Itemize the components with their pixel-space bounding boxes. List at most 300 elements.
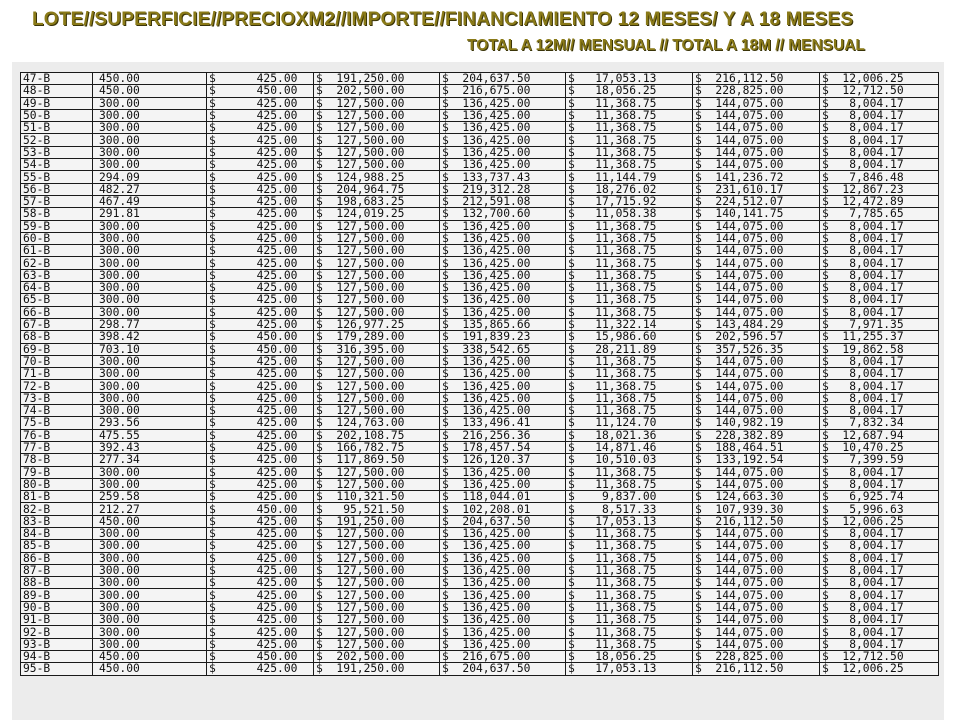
mensual-18m-cell: $ 7,846.48 [820,171,939,183]
importe-cell: $ 166,782.75 [314,441,440,453]
lote-cell: 53-B [21,146,93,158]
total-18m-cell: $ 357,526.35 [693,343,820,355]
precio-m2-cell: $ 425.00 [207,380,314,392]
superficie-cell: 300.00 [93,282,207,294]
mensual-18m-cell: $ 8,004.17 [820,466,939,478]
total-18m-cell: $ 188,464.51 [693,441,820,453]
total-18m-cell: $ 144,075.00 [693,601,820,613]
importe-cell: $ 127,500.00 [314,478,440,490]
mensual-18m-cell: $ 8,004.17 [820,564,939,576]
mensual-12m-cell: $ 11,368.75 [566,220,693,232]
mensual-12m-cell: $ 15,986.60 [566,331,693,343]
mensual-12m-cell: $ 14,871.46 [566,441,693,453]
total-18m-cell: $ 216,112.50 [693,73,820,85]
precio-m2-cell: $ 425.00 [207,134,314,146]
total-18m-cell: $ 224,512.07 [693,195,820,207]
superficie-cell: 300.00 [93,527,207,539]
mensual-12m-cell: $ 11,368.75 [566,564,693,576]
total-12m-cell: $ 338,542.65 [440,343,566,355]
table-row [21,626,939,638]
importe-cell: $ 127,500.00 [314,232,440,244]
mensual-18m-cell: $ 12,687.94 [820,429,939,441]
precio-m2-cell: $ 425.00 [207,564,314,576]
total-12m-cell: $ 136,425.00 [440,368,566,380]
superficie-cell: 300.00 [93,478,207,490]
lote-cell: 78-B [21,454,93,466]
mensual-18m-cell: $ 8,004.17 [820,614,939,626]
lote-cell: 59-B [21,220,93,232]
precio-m2-cell: $ 450.00 [207,343,314,355]
total-12m-cell: $ 118,044.01 [440,491,566,503]
table-row [21,73,939,85]
lote-cell: 93-B [21,638,93,650]
table-row [21,257,939,269]
lote-cell: 70-B [21,355,93,367]
lote-cell: 67-B [21,318,93,330]
importe-cell: $ 127,500.00 [314,626,440,638]
lote-cell: 80-B [21,478,93,490]
importe-cell: $ 179,289.00 [314,331,440,343]
total-18m-cell: $ 144,075.00 [693,478,820,490]
superficie-cell: 300.00 [93,380,207,392]
superficie-cell: 467.49 [93,195,207,207]
total-18m-cell: $ 144,075.00 [693,405,820,417]
total-12m-cell: $ 204,637.50 [440,73,566,85]
superficie-cell: 291.81 [93,208,207,220]
importe-cell: $ 127,500.00 [314,614,440,626]
importe-cell: $ 127,500.00 [314,405,440,417]
importe-cell: $ 127,500.00 [314,122,440,134]
superficie-cell: 450.00 [93,650,207,662]
table-body [21,73,939,676]
mensual-18m-cell: $ 8,004.17 [820,527,939,539]
table-row [21,171,939,183]
lote-cell: 95-B [21,663,93,675]
mensual-18m-cell: $ 8,004.17 [820,589,939,601]
mensual-18m-cell: $ 12,006.25 [820,73,939,85]
mensual-12m-cell: $ 11,368.75 [566,257,693,269]
table-row [21,601,939,613]
superficie-cell: 300.00 [93,269,207,281]
superficie-cell: 300.00 [93,392,207,404]
total-18m-cell: $ 216,112.50 [693,663,820,675]
precio-m2-cell: $ 425.00 [207,515,314,527]
lote-cell: 56-B [21,183,93,195]
table-row [21,183,939,195]
total-12m-cell: $ 136,425.00 [440,614,566,626]
mensual-18m-cell: $ 5,996.63 [820,503,939,515]
importe-cell: $ 191,250.00 [314,73,440,85]
total-18m-cell: $ 144,075.00 [693,540,820,552]
precio-m2-cell: $ 425.00 [207,257,314,269]
lote-cell: 77-B [21,441,93,453]
superficie-cell: 392.43 [93,441,207,453]
lote-cell: 64-B [21,282,93,294]
mensual-18m-cell: $ 8,004.17 [820,577,939,589]
table-row [21,392,939,404]
precio-m2-cell: $ 425.00 [207,220,314,232]
importe-cell: $ 124,763.00 [314,417,440,429]
table-row [21,552,939,564]
precio-m2-cell: $ 425.00 [207,97,314,109]
importe-cell: $ 124,988.25 [314,171,440,183]
mensual-18m-cell: $ 12,712.50 [820,85,939,97]
mensual-18m-cell: $ 8,004.17 [820,355,939,367]
precio-m2-cell: $ 425.00 [207,368,314,380]
superficie-cell: 300.00 [93,146,207,158]
total-18m-cell: $ 144,075.00 [693,159,820,171]
table-row [21,478,939,490]
mensual-12m-cell: $ 18,276.02 [566,183,693,195]
precio-m2-cell: $ 425.00 [207,577,314,589]
mensual-18m-cell: $ 8,004.17 [820,232,939,244]
mensual-18m-cell: $ 11,255.37 [820,331,939,343]
precio-m2-cell: $ 450.00 [207,650,314,662]
table-row [21,306,939,318]
table-row [21,429,939,441]
mensual-12m-cell: $ 10,510.03 [566,454,693,466]
mensual-18m-cell: $ 12,006.25 [820,515,939,527]
superficie-cell: 300.00 [93,368,207,380]
mensual-12m-cell: $ 11,368.75 [566,294,693,306]
table-row [21,503,939,515]
superficie-cell: 294.09 [93,171,207,183]
table-row [21,85,939,97]
precio-m2-cell: $ 425.00 [207,183,314,195]
superficie-cell: 300.00 [93,589,207,601]
total-12m-cell: $ 136,425.00 [440,478,566,490]
mensual-12m-cell: $ 11,368.75 [566,245,693,257]
mensual-12m-cell: $ 11,368.75 [566,97,693,109]
mensual-12m-cell: $ 11,368.75 [566,380,693,392]
total-18m-cell: $ 144,075.00 [693,220,820,232]
superficie-cell: 212.27 [93,503,207,515]
importe-cell: $ 127,500.00 [314,577,440,589]
mensual-18m-cell: $ 8,004.17 [820,220,939,232]
superficie-cell: 300.00 [93,134,207,146]
table-row [21,491,939,503]
precio-m2-cell: $ 425.00 [207,405,314,417]
importe-cell: $ 127,500.00 [314,306,440,318]
table-row [21,355,939,367]
mensual-18m-cell: $ 8,004.17 [820,405,939,417]
total-12m-cell: $ 136,425.00 [440,577,566,589]
total-18m-cell: $ 144,075.00 [693,257,820,269]
total-18m-cell: $ 144,075.00 [693,245,820,257]
lote-cell: 81-B [21,491,93,503]
mensual-12m-cell: $ 11,368.75 [566,466,693,478]
mensual-18m-cell: $ 12,712.50 [820,650,939,662]
mensual-12m-cell: $ 11,058.38 [566,208,693,220]
mensual-12m-cell: $ 11,368.75 [566,122,693,134]
precio-m2-cell: $ 425.00 [207,552,314,564]
total-18m-cell: $ 228,825.00 [693,85,820,97]
precio-m2-cell: $ 425.00 [207,417,314,429]
mensual-12m-cell: $ 11,368.75 [566,306,693,318]
mensual-12m-cell: $ 17,053.13 [566,663,693,675]
lote-cell: 50-B [21,109,93,121]
table-row [21,232,939,244]
precio-m2-cell: $ 425.00 [207,392,314,404]
table-row [21,331,939,343]
precio-m2-cell: $ 425.00 [207,663,314,675]
precio-m2-cell: $ 425.00 [207,195,314,207]
lote-cell: 87-B [21,564,93,576]
total-18m-cell: $ 140,982.19 [693,417,820,429]
superficie-cell: 450.00 [93,515,207,527]
lote-cell: 49-B [21,97,93,109]
table-row [21,159,939,171]
precio-m2-cell: $ 425.00 [207,245,314,257]
total-12m-cell: $ 136,425.00 [440,527,566,539]
lote-cell: 85-B [21,540,93,552]
mensual-18m-cell: $ 8,004.17 [820,540,939,552]
table-row [21,614,939,626]
precio-m2-cell: $ 450.00 [207,503,314,515]
total-12m-cell: $ 136,425.00 [440,392,566,404]
table-row [21,405,939,417]
lote-cell: 84-B [21,527,93,539]
table-row [21,294,939,306]
table-row [21,368,939,380]
total-12m-cell: $ 136,425.00 [440,245,566,257]
precio-m2-cell: $ 450.00 [207,85,314,97]
total-18m-cell: $ 133,192.54 [693,454,820,466]
total-18m-cell: $ 144,075.00 [693,589,820,601]
page-title: LOTE//SUPERFICIE//PRECIOXM2//IMPORTE//FINANCIAMIENTO 12 MESES/ Y A 18 MESES [32,9,854,30]
mensual-18m-cell: $ 8,004.17 [820,134,939,146]
total-12m-cell: $ 216,256.36 [440,429,566,441]
precio-m2-cell: $ 425.00 [207,478,314,490]
total-12m-cell: $ 136,425.00 [440,601,566,613]
lote-cell: 54-B [21,159,93,171]
importe-cell: $ 127,500.00 [314,220,440,232]
total-12m-cell: $ 132,700.60 [440,208,566,220]
mensual-12m-cell: $ 11,368.75 [566,577,693,589]
lote-cell: 48-B [21,85,93,97]
precio-m2-cell: $ 425.00 [207,614,314,626]
total-18m-cell: $ 144,075.00 [693,392,820,404]
lote-cell: 88-B [21,577,93,589]
importe-cell: $ 191,250.00 [314,663,440,675]
importe-cell: $ 127,500.00 [314,540,440,552]
total-18m-cell: $ 144,075.00 [693,282,820,294]
precio-m2-cell: $ 425.00 [207,171,314,183]
total-18m-cell: $ 144,075.00 [693,614,820,626]
importe-cell: $ 127,500.00 [314,380,440,392]
total-18m-cell: $ 144,075.00 [693,638,820,650]
table-row [21,122,939,134]
total-18m-cell: $ 228,825.00 [693,650,820,662]
precio-m2-cell: $ 425.00 [207,429,314,441]
mensual-18m-cell: $ 6,925.74 [820,491,939,503]
importe-cell: $ 95,521.50 [314,503,440,515]
lot-price-table [20,72,939,676]
mensual-12m-cell: $ 11,368.75 [566,601,693,613]
mensual-12m-cell: $ 11,368.75 [566,146,693,158]
total-18m-cell: $ 228,382.89 [693,429,820,441]
mensual-18m-cell: $ 12,867.23 [820,183,939,195]
precio-m2-cell: $ 425.00 [207,146,314,158]
importe-cell: $ 127,500.00 [314,109,440,121]
total-12m-cell: $ 216,675.00 [440,85,566,97]
table-row [21,146,939,158]
scanned-price-table [12,62,944,720]
mensual-12m-cell: $ 18,056.25 [566,650,693,662]
superficie-cell: 450.00 [93,73,207,85]
table-row [21,515,939,527]
mensual-18m-cell: $ 19,862.58 [820,343,939,355]
total-12m-cell: $ 136,425.00 [440,589,566,601]
total-12m-cell: $ 136,425.00 [440,540,566,552]
superficie-cell: 293.56 [93,417,207,429]
superficie-cell: 300.00 [93,466,207,478]
table-row [21,638,939,650]
lote-cell: 82-B [21,503,93,515]
total-18m-cell: $ 144,075.00 [693,355,820,367]
total-12m-cell: $ 191,839.23 [440,331,566,343]
precio-m2-cell: $ 425.00 [207,638,314,650]
precio-m2-cell: $ 425.00 [207,540,314,552]
mensual-18m-cell: $ 10,470.25 [820,441,939,453]
superficie-cell: 300.00 [93,159,207,171]
precio-m2-cell: $ 425.00 [207,294,314,306]
total-18m-cell: $ 144,075.00 [693,269,820,281]
superficie-cell: 300.00 [93,614,207,626]
total-18m-cell: $ 140,141.75 [693,208,820,220]
mensual-12m-cell: $ 17,053.13 [566,515,693,527]
mensual-18m-cell: $ 8,004.17 [820,97,939,109]
total-12m-cell: $ 136,425.00 [440,626,566,638]
precio-m2-cell: $ 425.00 [207,454,314,466]
mensual-18m-cell: $ 7,785.65 [820,208,939,220]
total-12m-cell: $ 216,675.00 [440,650,566,662]
total-12m-cell: $ 135,865.66 [440,318,566,330]
precio-m2-cell: $ 425.00 [207,466,314,478]
mensual-18m-cell: $ 8,004.17 [820,552,939,564]
importe-cell: $ 127,500.00 [314,269,440,281]
importe-cell: $ 191,250.00 [314,515,440,527]
lote-cell: 75-B [21,417,93,429]
importe-cell: $ 124,019.25 [314,208,440,220]
table-row [21,454,939,466]
precio-m2-cell: $ 425.00 [207,109,314,121]
total-12m-cell: $ 204,637.50 [440,663,566,675]
superficie-cell: 475.55 [93,429,207,441]
lote-cell: 69-B [21,343,93,355]
total-18m-cell: $ 144,075.00 [693,306,820,318]
importe-cell: $ 127,500.00 [314,368,440,380]
superficie-cell: 300.00 [93,245,207,257]
precio-m2-cell: $ 425.00 [207,232,314,244]
importe-cell: $ 202,108.75 [314,429,440,441]
precio-m2-cell: $ 425.00 [207,306,314,318]
mensual-12m-cell: $ 11,368.75 [566,638,693,650]
precio-m2-cell: $ 425.00 [207,355,314,367]
total-18m-cell: $ 144,075.00 [693,109,820,121]
superficie-cell: 298.77 [93,318,207,330]
importe-cell: $ 127,500.00 [314,527,440,539]
lote-cell: 55-B [21,171,93,183]
mensual-12m-cell: $ 11,368.75 [566,232,693,244]
table-row [21,663,939,675]
mensual-18m-cell: $ 8,004.17 [820,638,939,650]
superficie-cell: 300.00 [93,626,207,638]
importe-cell: $ 126,977.25 [314,318,440,330]
mensual-12m-cell: $ 9,837.00 [566,491,693,503]
total-18m-cell: $ 141,236.72 [693,171,820,183]
precio-m2-cell: $ 425.00 [207,441,314,453]
total-12m-cell: $ 219,312.28 [440,183,566,195]
superficie-cell: 277.34 [93,454,207,466]
lote-cell: 63-B [21,269,93,281]
importe-cell: $ 127,500.00 [314,466,440,478]
total-12m-cell: $ 136,425.00 [440,306,566,318]
superficie-cell: 300.00 [93,540,207,552]
total-12m-cell: $ 136,425.00 [440,257,566,269]
superficie-cell: 300.00 [93,638,207,650]
superficie-cell: 300.00 [93,257,207,269]
precio-m2-cell: $ 425.00 [207,159,314,171]
total-12m-cell: $ 102,208.01 [440,503,566,515]
mensual-18m-cell: $ 12,472.89 [820,195,939,207]
mensual-18m-cell: $ 8,004.17 [820,294,939,306]
mensual-12m-cell: $ 18,056.25 [566,85,693,97]
total-18m-cell: $ 143,484.29 [693,318,820,330]
table-row [21,195,939,207]
importe-cell: $ 127,500.00 [314,589,440,601]
precio-m2-cell: $ 425.00 [207,122,314,134]
importe-cell: $ 127,500.00 [314,392,440,404]
total-12m-cell: $ 178,457.54 [440,441,566,453]
mensual-12m-cell: $ 11,368.75 [566,134,693,146]
mensual-18m-cell: $ 8,004.17 [820,368,939,380]
total-18m-cell: $ 144,075.00 [693,577,820,589]
mensual-18m-cell: $ 8,004.17 [820,478,939,490]
table-row [21,208,939,220]
total-18m-cell: $ 144,075.00 [693,294,820,306]
mensual-12m-cell: $ 17,053.13 [566,73,693,85]
superficie-cell: 300.00 [93,405,207,417]
total-12m-cell: $ 136,425.00 [440,220,566,232]
total-12m-cell: $ 136,425.00 [440,405,566,417]
precio-m2-cell: $ 425.00 [207,73,314,85]
importe-cell: $ 127,500.00 [314,638,440,650]
total-18m-cell: $ 144,075.00 [693,466,820,478]
lote-cell: 71-B [21,368,93,380]
precio-m2-cell: $ 425.00 [207,269,314,281]
total-12m-cell: $ 126,120.37 [440,454,566,466]
total-12m-cell: $ 136,425.00 [440,146,566,158]
mensual-18m-cell: $ 8,004.17 [820,626,939,638]
importe-cell: $ 127,500.00 [314,97,440,109]
table-row [21,343,939,355]
importe-cell: $ 316,395.00 [314,343,440,355]
total-12m-cell: $ 133,737.43 [440,171,566,183]
lote-cell: 86-B [21,552,93,564]
superficie-cell: 300.00 [93,355,207,367]
importe-cell: $ 127,500.00 [314,245,440,257]
mensual-12m-cell: $ 18,021.36 [566,429,693,441]
mensual-18m-cell: $ 8,004.17 [820,380,939,392]
mensual-12m-cell: $ 11,368.75 [566,368,693,380]
mensual-12m-cell: $ 11,124.70 [566,417,693,429]
mensual-18m-cell: $ 7,399.59 [820,454,939,466]
table-row [21,245,939,257]
superficie-cell: 300.00 [93,601,207,613]
total-18m-cell: $ 144,075.00 [693,232,820,244]
lote-cell: 68-B [21,331,93,343]
